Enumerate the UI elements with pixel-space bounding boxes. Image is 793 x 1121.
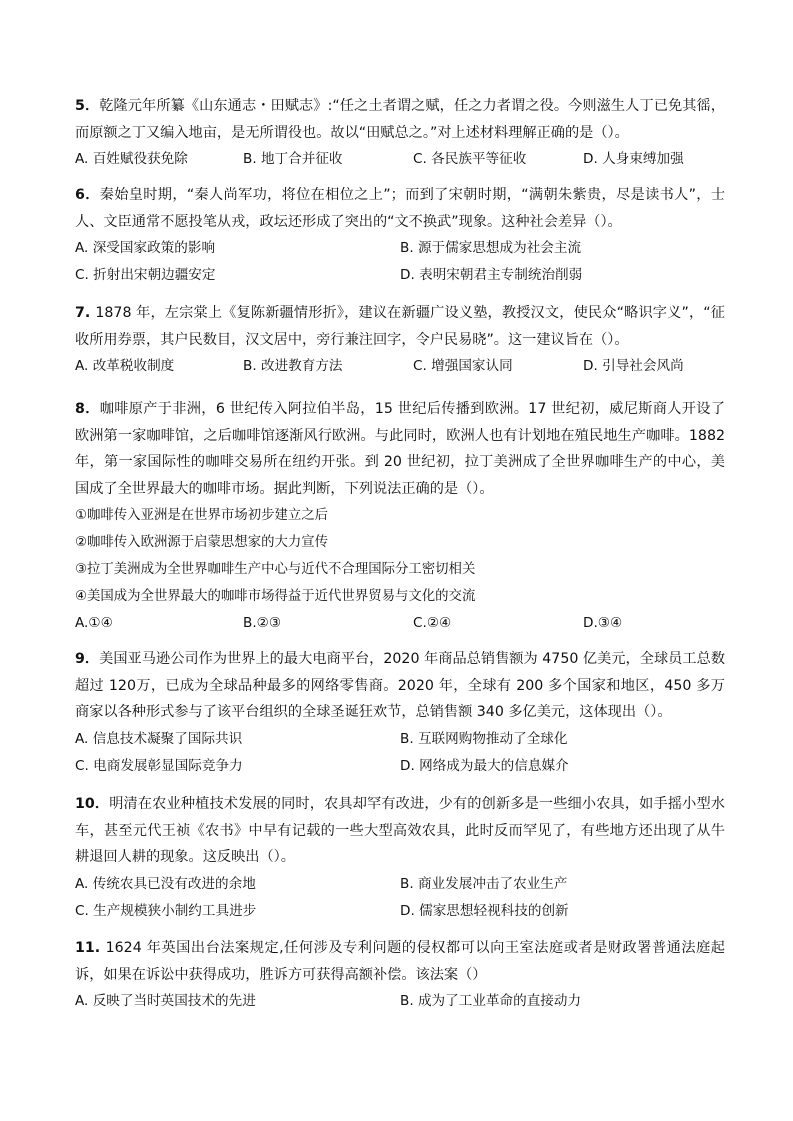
option-b[interactable]: B. 改进教育方法 — [243, 358, 343, 374]
question-stem — [75, 182, 725, 235]
option-d[interactable]: D. 儒家思想轻视科技的创新 — [400, 902, 569, 919]
option-d[interactable]: D. 引导社会风尚 — [583, 358, 684, 374]
statement-item: ③拉丁美洲成为全世界咖啡生产中心与近代不合理国际分工密切相关 — [75, 562, 476, 577]
options-row — [75, 753, 725, 780]
option-a[interactable]: A.①④ — [75, 615, 113, 631]
question-text: 咖啡原产于非洲，6 世纪传入阿拉伯半岛，15 世纪后传播到欧洲。17 世纪初，威尼斯商人开设了欧洲第一家咖啡馆，之后咖啡馆逐渐风行欧洲。与此同时，欧洲人也有计划地在殖民地生产咖啡。1882 年，第一家国际性的咖啡交易所在纽约开张。到 20 世纪初，拉丁美洲成了全世界咖啡生产的中心，美国成了全世界最大的咖啡市场。据此判断，下列说法正确的是（）。 — [75, 401, 726, 497]
option-b[interactable]: B. 商业发展冲击了农业生产 — [400, 875, 568, 892]
question-text: 秦始皇时期，“秦人尚军功，将位在相位之上”；而到了宋朝时期，“满朝朱紫贵，尽是读书人”，士人、文臣通常不愿投笔从戎，政坛还形成了突出的“文不换武”现象。这种社会差异（）。 — [75, 187, 726, 230]
question-stem — [75, 396, 725, 502]
statement-item: ①咖啡传入亚洲是在世界市场初步建立之后 — [75, 508, 329, 523]
option-b[interactable]: B. 成为了工业革命的直接动力 — [400, 993, 582, 1009]
question-number: 10． — [75, 796, 110, 812]
question-6 — [75, 182, 725, 289]
question-number: 8． — [75, 401, 100, 417]
options-row — [75, 988, 725, 1015]
option-a[interactable]: A. 传统农具已没有改进的余地 — [75, 875, 256, 892]
options-row — [75, 262, 725, 289]
option-a[interactable]: A. 百姓赋役获免除 — [75, 151, 188, 167]
option-d[interactable]: D. 网络成为最大的信息媒介 — [400, 757, 569, 774]
option-a[interactable]: A. 信息技术凝聚了国际共识 — [75, 730, 243, 747]
option-a[interactable]: A. 改革税收制度 — [75, 358, 175, 374]
question-number: 7. — [75, 305, 96, 321]
option-a[interactable]: A. 反映了当时英国技术的先进 — [75, 993, 256, 1009]
statement-item: ④美国成为全世界最大的咖啡市场得益于近代世界贸易与文化的交流 — [75, 589, 476, 604]
option-c[interactable]: C. 折射出宋朝边疆安定 — [75, 267, 216, 283]
option-b[interactable]: B. 互联网购物推动了全球化 — [400, 730, 568, 747]
question-stem — [75, 646, 725, 726]
question-text: 1624 年英国出台法案规定,任何涉及专利问题的侵权都可以向王室法庭或者是财政署普通法庭起诉，如果在诉讼中获得成功，胜诉方可获得高额补偿。该法案（） — [75, 940, 725, 983]
question-stem — [75, 791, 725, 871]
question-text: 美国亚马逊公司作为世界上的最大电商平台，2020 年商品总销售额为 4750 亿美元，全球员工总数超过 120万，已成为全球品种最多的网络零售商。2020 年，全球有 200 多个国家和地区，450 多万商家以各种形式参与了该平台组织的全球圣诞狂欢节，总销售额 340 多亿美元，这体现出（）。 — [75, 651, 726, 720]
option-b[interactable]: B.②③ — [243, 615, 282, 631]
question-text: 乾隆元年所纂《山东通志・田赋志》:“任之土者谓之赋，任之力者谓之役。今则滋生人丁已免其徭，而原额之丁又编入地亩，是无所谓役也。故以“田赋总之。”对上述材料理解正确的是（）。 — [75, 98, 725, 141]
options-row — [75, 146, 725, 173]
option-c[interactable]: C. 生产规模狭小制约工具进步 — [75, 902, 257, 919]
question-5 — [75, 93, 725, 173]
option-c[interactable]: C. 各民族平等征收 — [413, 151, 527, 167]
question-stem — [75, 300, 725, 353]
question-stem — [75, 93, 725, 146]
option-a[interactable]: A. 深受国家政策的影响 — [75, 240, 216, 256]
statement-item: ②咖啡传入欧洲源于启蒙思想家的大力宣传 — [75, 535, 329, 550]
question-number: 9． — [75, 651, 100, 667]
option-b[interactable]: B. 源于儒家思想成为社会主流 — [400, 240, 582, 256]
question-number: 6． — [75, 187, 100, 203]
options-row — [75, 235, 725, 262]
question-10 — [75, 791, 725, 925]
option-c[interactable]: C. 增强国家认同 — [413, 358, 513, 374]
options-row — [75, 871, 725, 898]
question-number: 5． — [75, 98, 100, 114]
option-c[interactable]: C. 电商发展彰显国际竞争力 — [75, 757, 243, 774]
question-stem — [75, 935, 725, 988]
question-8 — [75, 396, 725, 637]
option-d[interactable]: D.③④ — [583, 615, 623, 631]
options-row — [75, 353, 725, 380]
question-11 — [75, 935, 725, 1015]
option-c[interactable]: C.②④ — [413, 615, 452, 631]
question-7 — [75, 300, 725, 380]
question-text: 1878 年，左宗棠上《复陈新疆情形折》，建议在新疆广设义塾，教授汉文，使民众“略识字义”，“征收所用券票，其户民数目，汉文居中，旁行兼注回字，令户民易晓”。这一建议旨在（）。 — [75, 305, 725, 348]
question-9 — [75, 646, 725, 780]
options-row — [75, 898, 725, 925]
option-d[interactable]: D. 人身束缚加强 — [583, 151, 684, 167]
option-b[interactable]: B. 地丁合并征收 — [243, 151, 343, 167]
option-d[interactable]: D. 表明宋朝君主专制统治削弱 — [400, 267, 583, 283]
options-row — [75, 610, 725, 637]
question-text: 明清在农业种植技术发展的同时，农具却罕有改进，少有的创新多是一些细小农具，如手摇小型水车，甚至元代王祯《农书》中早有记载的一些大型高效农具，此时反而罕见了，有些地方还出现了从牛耕退回人耕的现象。这反映出（）。 — [75, 796, 725, 865]
options-row — [75, 726, 725, 753]
question-number: 11. — [75, 940, 106, 956]
